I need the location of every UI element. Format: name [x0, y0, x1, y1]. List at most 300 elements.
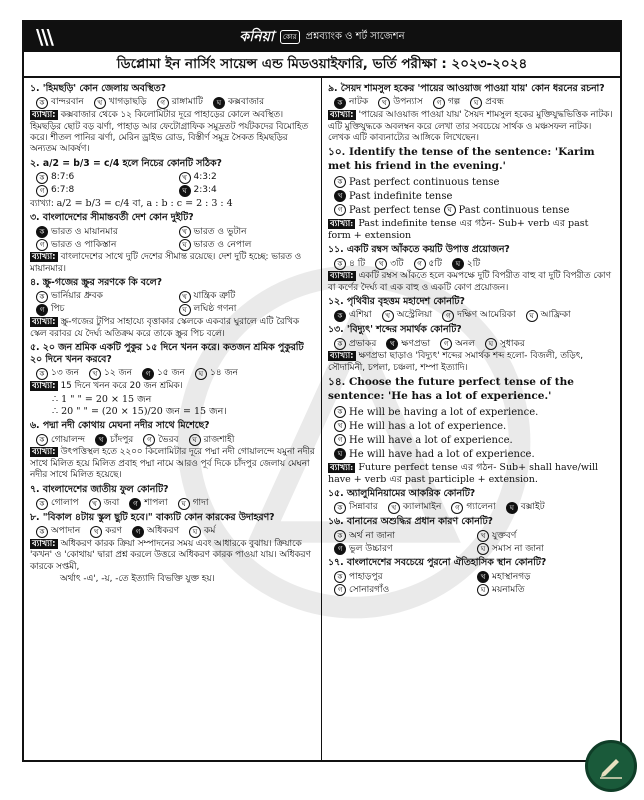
option-marker: খ — [179, 172, 191, 184]
option-text: চাঁদপুর — [110, 434, 134, 445]
question-text: ১০. Identify the tense of the sentence: 'Karim met his friend in the evening.' — [328, 146, 595, 172]
question-16 — [328, 516, 614, 555]
header-banner — [24, 22, 620, 52]
option-text: Past perfect tense — [349, 204, 441, 216]
option-marker-correct: ঘ — [213, 97, 225, 109]
explanation-tag: ব্যাখ্যা: — [330, 271, 354, 282]
option-c — [36, 185, 173, 197]
option-text: He will be having a lot of experience. — [349, 406, 539, 418]
question-11 — [328, 244, 614, 294]
option-marker: গ — [414, 258, 426, 270]
option-d — [526, 310, 571, 322]
option-b — [90, 526, 122, 538]
option-marker: ঘ — [526, 310, 538, 322]
option-marker: ক — [334, 502, 346, 514]
options — [36, 526, 315, 538]
question-text: ১১. একটি রম্বস আঁকতে কয়টি উপাত্ত প্রয়োজন? — [328, 244, 510, 256]
explanation-tag: ব্যাখ্যা: — [32, 538, 56, 549]
options — [36, 172, 315, 197]
explanation-tag: ব্যাখ্যা: — [330, 218, 354, 229]
option-b — [375, 258, 403, 270]
option-marker: খ — [382, 310, 394, 322]
option-marker: খ — [334, 420, 346, 432]
option-a — [36, 498, 79, 510]
option-c — [132, 526, 179, 538]
option-text: বক্সাইট — [520, 502, 545, 513]
option-marker: গ — [334, 584, 346, 596]
option-text: অপাদান — [51, 526, 81, 537]
option-text: কক্সবাজার — [227, 97, 265, 108]
option-marker: খ — [378, 97, 390, 109]
exam-title: ডিপ্লোমা ইন নার্সিং সায়েন্স এন্ড মিডওয়াইফারি, ভর্তি পরীক্ষা : ২০২৩-২০২৪ — [24, 52, 620, 78]
question-text: ৬. পদ্মা নদী কোথায় মেঘনা নদীর সাথে মিশেছে? — [30, 420, 210, 432]
option-b — [378, 97, 423, 109]
option-a — [334, 310, 372, 322]
option-text: ময়নামতি — [492, 584, 525, 595]
option-marker: ক — [36, 291, 48, 303]
options — [334, 571, 614, 596]
brand-tag: কোর — [280, 30, 300, 44]
option-marker: ঘ — [189, 434, 201, 446]
option-text: যান্ত্রিক ত্রুটি — [193, 291, 236, 302]
explanation-text: Past indefinite tense এর গঠন- Sub+ verb এর past form + extension — [328, 217, 589, 241]
question-text: ১২. পৃথিবীর বৃহত্তম মহাদেশ কোনটি? — [328, 296, 465, 308]
question-text: ২. a/2 = b/3 = c/4 হলে নিচের কোনটি সঠিক? — [30, 157, 222, 169]
option-c — [334, 584, 471, 596]
option-c — [157, 97, 203, 109]
option-text: Past continuous tense — [458, 204, 570, 216]
options — [334, 406, 614, 461]
option-d — [477, 543, 614, 555]
option-text: ভার্নিয়ার ধ্রুবক — [51, 291, 103, 302]
option-marker: ক — [334, 176, 346, 188]
explanation — [30, 447, 315, 481]
option-marker: গ — [36, 239, 48, 251]
option-marker-correct: খ — [386, 338, 398, 350]
explanation — [30, 198, 315, 210]
option-text: অর্থ না জানা — [349, 530, 395, 541]
calc-line-2: ∴ 20 " " = (20 × 15)/20 জন = 15 জন। — [52, 406, 227, 418]
explanation-text: ক্ষণপ্রভা ছাড়াও 'বিদ্যুৎ' শব্দের সমার্থক শব্দ হলো- বিজলী, তড়িৎ, সৌদামিনী, চপলা, চঞ্চলা, শম্পা ইত্যাদি। — [328, 351, 584, 373]
option-c — [334, 434, 614, 447]
option-marker: খ — [388, 502, 400, 514]
explanation-text: উৎপত্তিস্থল হতে ২২০০ কিলোমিটার দূরে পদ্মা নদী গোয়ালন্দে যমুনা নদীর সাথে মিলিত হয়ে মিলিত প্রবাহ পদ্মা নামে আরও পূর্ব দিকে চাঁদপুর জেলায় মেঘনা নদীর সাথে মিলিত হয়েছে। — [30, 447, 315, 481]
options — [334, 176, 614, 217]
options — [36, 368, 315, 380]
explanation — [328, 462, 614, 487]
options — [36, 226, 315, 251]
option-a — [36, 291, 173, 303]
options — [36, 498, 315, 510]
question-7 — [30, 484, 315, 510]
option-text: ভারত ও মায়ানমার — [51, 226, 118, 237]
option-marker: খ — [89, 498, 101, 510]
right-column — [322, 78, 620, 760]
option-marker-correct: খ — [477, 571, 489, 583]
explanation — [328, 351, 614, 374]
option-marker: খ — [179, 291, 191, 303]
explanation-text: অধিকরণ কারক ক্রিয়া সম্পাদনের সময় এবং আধারকে বুঝায়। ক্রিয়াকে 'কখন' ও 'কোথায়' দ্বারা প্রশ্ন করলে উত্তরে অধিকরণ কারক পাওয়া যায়। অধিকরণ কারকে সপ্তমী, — [30, 538, 311, 572]
options — [334, 310, 614, 322]
question-10 — [328, 146, 614, 242]
option-a — [334, 258, 365, 270]
option-marker-correct: গ — [142, 368, 154, 380]
explanation-math: a/2 = b/3 = c/4 বা, a : b : c = 2 : 3 : 4 — [56, 197, 233, 209]
option-a — [334, 97, 368, 109]
option-text: ১৩ জন — [51, 368, 79, 379]
question-15 — [328, 488, 614, 514]
option-text: ২টি — [466, 258, 481, 269]
explanation-text: একটি রম্বস আঁকতে হলে কমপক্ষে দুটি বিপরীত বাহু বা দুটি বিপরীত কোণ বা কর্ণের দৈর্ঘ্য বা এক বাহু ও একটি কোণ প্রয়োজন। — [328, 271, 611, 293]
option-text: প্রবন্ধ — [485, 97, 505, 108]
option-marker-correct: ক — [334, 310, 346, 322]
option-d — [213, 97, 264, 109]
option-text: ৪ টি — [349, 258, 366, 269]
option-d — [452, 258, 480, 270]
option-c — [451, 502, 495, 514]
option-marker: ক — [36, 498, 48, 510]
left-column — [24, 78, 322, 760]
option-text: রাজশাহী — [203, 434, 235, 445]
option-a — [334, 571, 471, 583]
explanation-tag: ব্যাখ্যা: — [32, 381, 56, 392]
option-text: প্রভাকর — [349, 338, 377, 349]
option-a — [36, 97, 84, 109]
option-text: সমাস না জানা — [492, 543, 544, 554]
option-b — [382, 310, 432, 322]
option-marker: ক — [36, 172, 48, 184]
option-text: শাপলা — [144, 497, 168, 508]
explanation-tag: ব্যাখ্যা: — [330, 110, 354, 121]
option-text: ১৫ জন — [156, 368, 185, 379]
option-marker: গ — [143, 434, 155, 446]
question-9 — [328, 83, 614, 144]
question-text: ১. 'হিমছড়ি' কোন জেলায় অবস্থিত? — [30, 83, 166, 94]
option-marker-correct: গ — [334, 543, 346, 555]
option-marker-correct: ঘ — [506, 502, 518, 514]
option-b — [477, 530, 614, 542]
question-text: ৯. সৈয়দ শামসুল হকের 'পায়ের আওয়াজ পাওয়া যায়' কোন ধরনের রচনা? — [328, 83, 605, 94]
option-d — [189, 526, 215, 538]
explanation-continued: অর্থাৎ -এ', -য়, -তে ইত্যাদি বিভক্তি যুক্ত হয়। — [60, 574, 215, 585]
question-14 — [328, 376, 614, 486]
option-b — [386, 338, 430, 350]
options — [36, 291, 315, 316]
explanation — [30, 252, 315, 275]
options — [334, 258, 614, 270]
logo-seal-icon — [585, 740, 637, 792]
option-text: ক্ষণপ্রভা — [401, 338, 431, 349]
explanation — [30, 110, 315, 156]
option-text: ভারত ও নেপাল — [193, 239, 252, 250]
option-text: খাগড়াছড়ি — [108, 97, 147, 108]
question-text: ১৩. 'বিদ্যুৎ' শব্দের সমার্থক কোনটি? — [328, 324, 462, 336]
option-text: 6:7:8 — [51, 185, 75, 195]
option-text: পাহাড়পুর — [349, 571, 383, 582]
option-text: কর্ম — [204, 526, 216, 537]
option-b — [89, 368, 132, 380]
question-8 — [30, 512, 315, 586]
explanation — [30, 539, 315, 573]
question-text: ১৪. Choose the future perfect tense of the sentence: 'He has a lot of experience.' — [328, 376, 574, 402]
explanation-text: 'পায়ের আওয়াজ পাওয়া যায়' সৈয়দ শামসুল হকের মুক্তিযুদ্ধভিত্তিক নাটক। এটি মুক্তিযুদ্ধকে অবলম্বন করে লেখা তার সবচেয়ে সার্থক ও মঞ্চসফল নাটক। লেখক এটি কাব্যনাট্যের আঙ্গিকে লিখেছেন। — [328, 110, 613, 143]
option-marker: গ — [157, 97, 169, 109]
option-marker: ঘ — [179, 239, 191, 251]
option-a — [36, 172, 173, 184]
question-text: ৫. ২০ জন শ্রমিক একটি পুকুর ১৫ দিনে খনন করে। কতজন শ্রমিক পুকুরটি ২০ দিনে খনন করবে? — [30, 342, 304, 366]
option-marker: ঘ — [485, 338, 497, 350]
option-text: অনল — [455, 338, 475, 349]
option-marker-correct: ক — [334, 97, 346, 109]
explanation-tag: ব্যাখ্যা: — [32, 447, 56, 458]
question-sheet — [22, 20, 622, 762]
option-marker: গ — [334, 204, 346, 216]
option-text: 4:3:2 — [193, 172, 217, 182]
option-text: গ্যালেনা — [466, 502, 496, 513]
explanation — [328, 218, 614, 243]
question-1 — [30, 83, 315, 156]
option-text: ক্যালামাইন — [402, 502, 442, 513]
option-text: বান্দরবান — [51, 97, 84, 108]
question-text: ৭. বাংলাদেশের জাতীয় ফুল কোনটি? — [30, 483, 169, 495]
option-a — [36, 368, 79, 380]
option-c — [440, 338, 475, 350]
option-b — [179, 172, 316, 184]
option-marker: গ — [440, 338, 452, 350]
question-text: ৪. স্ক্রু-গজের স্ক্রুর সরণকে কি বলে? — [30, 277, 162, 289]
option-text: সিন্নাবার — [349, 502, 378, 513]
explanation-tag: ব্যাখ্যা: — [32, 110, 56, 121]
options — [36, 434, 315, 446]
option-marker: ঘ — [178, 498, 190, 510]
option-b — [89, 498, 120, 510]
option-marker: ঘ — [179, 304, 191, 316]
question-2 — [30, 158, 315, 211]
option-a — [36, 526, 80, 538]
option-marker: গ — [334, 434, 346, 446]
option-d — [334, 448, 614, 461]
option-marker: ক — [36, 97, 48, 109]
question-text: ১৫. অ্যালুমিনিয়ামের আকরিক কোনটি? — [328, 488, 476, 500]
explanation-text: বাংলাদেশের সাথে দুটি দেশের সীমান্ত রয়েছে। দেশ দুটি হচ্ছে: ভারত ও মায়ানমার। — [30, 252, 302, 274]
brand-name: কনিয়া — [239, 29, 274, 45]
option-text: ভারত ও পাকিস্তান — [51, 239, 117, 250]
options — [334, 338, 614, 350]
option-text: রাঙ্গামাটি — [171, 97, 203, 108]
explanation-tag: ব্যাখ্যা: — [32, 317, 56, 328]
option-text: অস্ট্রেলিয়া — [396, 310, 433, 321]
option-marker-correct: গ — [129, 498, 141, 510]
option-b — [94, 97, 147, 109]
option-text: অধিকরণ — [146, 526, 180, 537]
option-text: এশিয়া — [349, 310, 372, 321]
explanation — [30, 317, 315, 340]
option-text: He will has a lot of experience. — [349, 420, 507, 432]
option-text: পিচ — [51, 304, 65, 315]
option-d — [179, 185, 316, 197]
option-marker: ক — [36, 434, 48, 446]
option-b — [95, 434, 133, 446]
option-text: গোয়ালন্দ — [51, 434, 85, 445]
option-marker: ঘ — [477, 543, 489, 555]
option-marker: ঘ — [195, 368, 207, 380]
option-marker-correct: খ — [95, 434, 107, 446]
option-text: গল্প — [447, 97, 461, 108]
option-marker: খ — [375, 258, 387, 270]
option-marker: ক — [36, 526, 48, 538]
option-marker: ঘ — [189, 526, 201, 538]
explanation-text: Future perfect tense এর গঠন- Sub+ shall have/will have + verb এর past participle + extension. — [328, 461, 599, 485]
option-c — [414, 258, 442, 270]
option-d — [485, 338, 525, 350]
option-marker: গ — [451, 502, 463, 514]
options — [334, 502, 614, 514]
option-marker: খ — [89, 368, 101, 380]
option-marker: ক — [334, 571, 346, 583]
option-b — [334, 420, 614, 433]
option-c — [433, 97, 460, 109]
explanation — [328, 110, 614, 144]
option-a — [334, 338, 376, 350]
option-d — [477, 584, 614, 596]
question-columns — [24, 78, 620, 760]
option-text: জবা — [103, 497, 120, 508]
explanation-text: 15 দিনে খনন করে 20 জন শ্রমিক। — [60, 381, 183, 392]
explanation-tag: ব্যাখ্যা: — [330, 462, 354, 473]
option-d — [470, 97, 504, 109]
option-marker: ঘ — [444, 204, 456, 216]
question-text: ১৬. বানানের অশুদ্ধির প্রধান কারণ কোনটি? — [328, 516, 493, 528]
pen-icon — [596, 751, 626, 781]
option-text: ভুল উচ্চারণ — [349, 543, 393, 554]
option-marker: গ — [442, 310, 454, 322]
option-text: ১৪ জন — [209, 368, 238, 379]
option-d — [195, 368, 238, 380]
option-marker-correct: গ — [132, 526, 144, 538]
option-text: He will have a lot of experience. — [349, 434, 513, 446]
option-marker: খ — [477, 530, 489, 542]
option-d — [179, 239, 316, 251]
option-text: ৩টি — [390, 258, 404, 269]
question-text: ১৭. বাংলাদেশের সবচেয়ে পুরনো ঐতিহাসিক স্থান কোনটি? — [328, 557, 547, 569]
option-text: 2:3:4 — [193, 185, 217, 195]
option-c — [442, 310, 515, 322]
option-text: Past indefinite tense — [349, 190, 453, 202]
option-marker-correct: ক — [36, 226, 48, 238]
option-b — [179, 226, 316, 238]
option-marker: ক — [334, 406, 346, 418]
option-marker: খ — [94, 97, 106, 109]
option-marker: গ — [36, 185, 48, 197]
option-text: আফ্রিকা — [540, 310, 571, 321]
option-text: Past perfect continuous tense — [349, 176, 500, 188]
option-c — [143, 434, 178, 446]
option-a — [36, 226, 173, 238]
options — [36, 97, 315, 109]
option-c — [36, 239, 173, 251]
option-text: নাটক — [349, 97, 369, 108]
option-marker: ক — [334, 338, 346, 350]
option-text: ৫টি — [428, 258, 442, 269]
option-text: গাদা — [192, 497, 209, 508]
option-text: সুধাকর — [499, 338, 525, 349]
option-a — [36, 434, 85, 446]
option-a — [334, 406, 614, 419]
explanation — [328, 271, 614, 294]
option-a — [334, 530, 471, 542]
option-text: ভারত ও ভুটান — [193, 226, 247, 237]
option-a — [334, 502, 378, 514]
option-marker: ঘ — [470, 97, 482, 109]
question-3 — [30, 212, 315, 275]
explanation-text: স্ক্রু-গজের টুপির সাহায্যে বৃত্তাকার স্কেলকে একবার ঘুরালে এটি রৈখিক স্কেল বরাবর যে দৈর্ঘ্য অতিক্রম করে তাকে স্ক্রুর পিচ বলে। — [30, 317, 300, 339]
banner-subtitle: প্রশ্নব্যাংক ও শর্ট সাজেশন — [305, 30, 405, 42]
explanation-label: ব্যাখ্যা: — [30, 198, 54, 209]
option-text: গোলাপ — [51, 497, 79, 508]
banner-slashes-icon: \\\ — [36, 25, 52, 49]
question-text: ৮. "বিকাল ৪টায় স্কুল ছুটি হবে।" বাক্যটি কোন কারকের উদাহরণ? — [30, 511, 275, 523]
options — [334, 97, 614, 109]
question-5 — [30, 342, 315, 418]
option-text: করণ — [105, 526, 122, 537]
question-text: ৩. বাংলাদেশের সীমান্তবর্তী দেশ কোন দুইটি? — [30, 212, 194, 224]
option-text: উপন্যাস — [393, 97, 423, 108]
question-17 — [328, 557, 614, 596]
option-marker: খ — [179, 226, 191, 238]
option-a — [334, 176, 614, 189]
option-text: 8:7:6 — [51, 172, 75, 182]
option-marker: ক — [36, 368, 48, 380]
option-marker-correct: খ — [334, 190, 346, 202]
explanation-tag: ব্যাখ্যা: — [330, 351, 354, 362]
question-12 — [328, 296, 614, 322]
option-c — [129, 498, 167, 510]
option-text: লঘিষ্ঠ গণনা — [193, 304, 237, 315]
option-marker-correct: ঘ — [334, 448, 346, 460]
explanation — [30, 381, 315, 392]
option-d — [179, 304, 316, 316]
option-marker-correct: ঘ — [179, 185, 191, 197]
option-d — [189, 434, 235, 446]
option-text: ১২ জন — [103, 368, 132, 379]
option-marker-correct: ঘ — [452, 258, 464, 270]
option-text: He will have had a lot of experience. — [349, 448, 535, 460]
option-b — [477, 571, 614, 583]
option-d — [178, 498, 209, 510]
question-4 — [30, 277, 315, 340]
explanation-tag: ব্যাখ্যা: — [32, 252, 56, 263]
question-6 — [30, 420, 315, 481]
option-text: সোনারগাঁও — [349, 584, 390, 595]
calc-line-1: ∴ 1 " " = 20 × 15 জন — [52, 393, 152, 405]
option-marker: ঘ — [477, 584, 489, 596]
explanation-text: কক্সবাজার থেকে ১২ কিলোমিটার দূরে পাহাড়ের কোলে অবস্থিত। হিমছড়ির ছোট বড় ঝর্ণা, পাহাড় আর ফেটোগ্রাফিক সমুদ্রতট পর্যটকদের বিমোহিত করে। শীতল পানির ঝর্ণা, মেরিন ড্রাইভ রোড, বিস্তীর্ণ সমুদ্র সৈকত হিমছড়ির অন্যতম আকর্ষণ। — [30, 110, 309, 155]
option-b — [334, 190, 614, 203]
option-text: মহাস্থানগড় — [492, 571, 531, 582]
options — [334, 530, 614, 555]
option-c — [334, 543, 471, 555]
option-text: ভৈরব — [158, 434, 179, 445]
option-c — [142, 368, 185, 380]
option-d — [506, 502, 545, 514]
option-marker: ক — [334, 530, 346, 542]
option-b — [388, 502, 442, 514]
option-marker: গ — [433, 97, 445, 109]
option-marker: খ — [90, 526, 102, 538]
option-c-d — [334, 204, 614, 217]
option-text: দক্ষিণ আমেরিকা — [457, 310, 516, 321]
option-b — [179, 291, 316, 303]
